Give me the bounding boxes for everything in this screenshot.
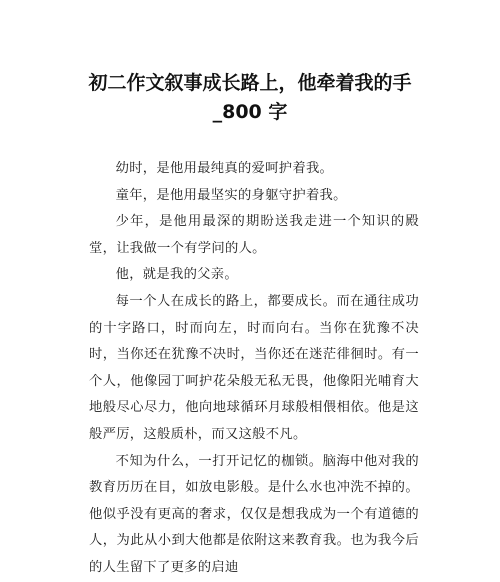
paragraph: 童年，是他用最坚实的身躯守护着我。: [115, 187, 347, 203]
article-body: [89, 156, 419, 582]
article-title-line-1: 初二作文叙事成长路上，他牵着我的手: [88, 72, 412, 94]
paragraph: 幼时，是他用最纯真的爱呵护着我。: [115, 161, 334, 176]
article-title-line-2: _800 字: [212, 101, 288, 123]
paragraph: 每一个人在成长的路上，都要成长。而在通往成功的十字路口，时而向左，时而向右。当你在犹豫不决时，当你还在犹豫不决时，当你还在迷茫徘徊时。有一个人，他像园丁呵护花朵般无私无畏，他像阳光哺育大地般尽心尽力，他向地球循环月球般相偎相依。他是这般严厉，这般质朴，而又这般不凡。: [89, 293, 419, 442]
paragraph: 他，就是我的父亲。: [115, 267, 238, 283]
paragraph: 少年，是他用最深的期盼送我走进一个知识的殿堂，让我做一个有学问的人。: [89, 214, 419, 256]
paragraph: 不知为什么，一打开记忆的枷锁。脑海中他对我的教育历历在目，如放电影般。是什么水也冲洗不掉的。他似乎没有更高的奢求，仅仅是想我成为一个有道德的人，为此从小到大他都是依附这来教育我。也为我今后的人生留下了更多的启迪: [89, 453, 419, 575]
